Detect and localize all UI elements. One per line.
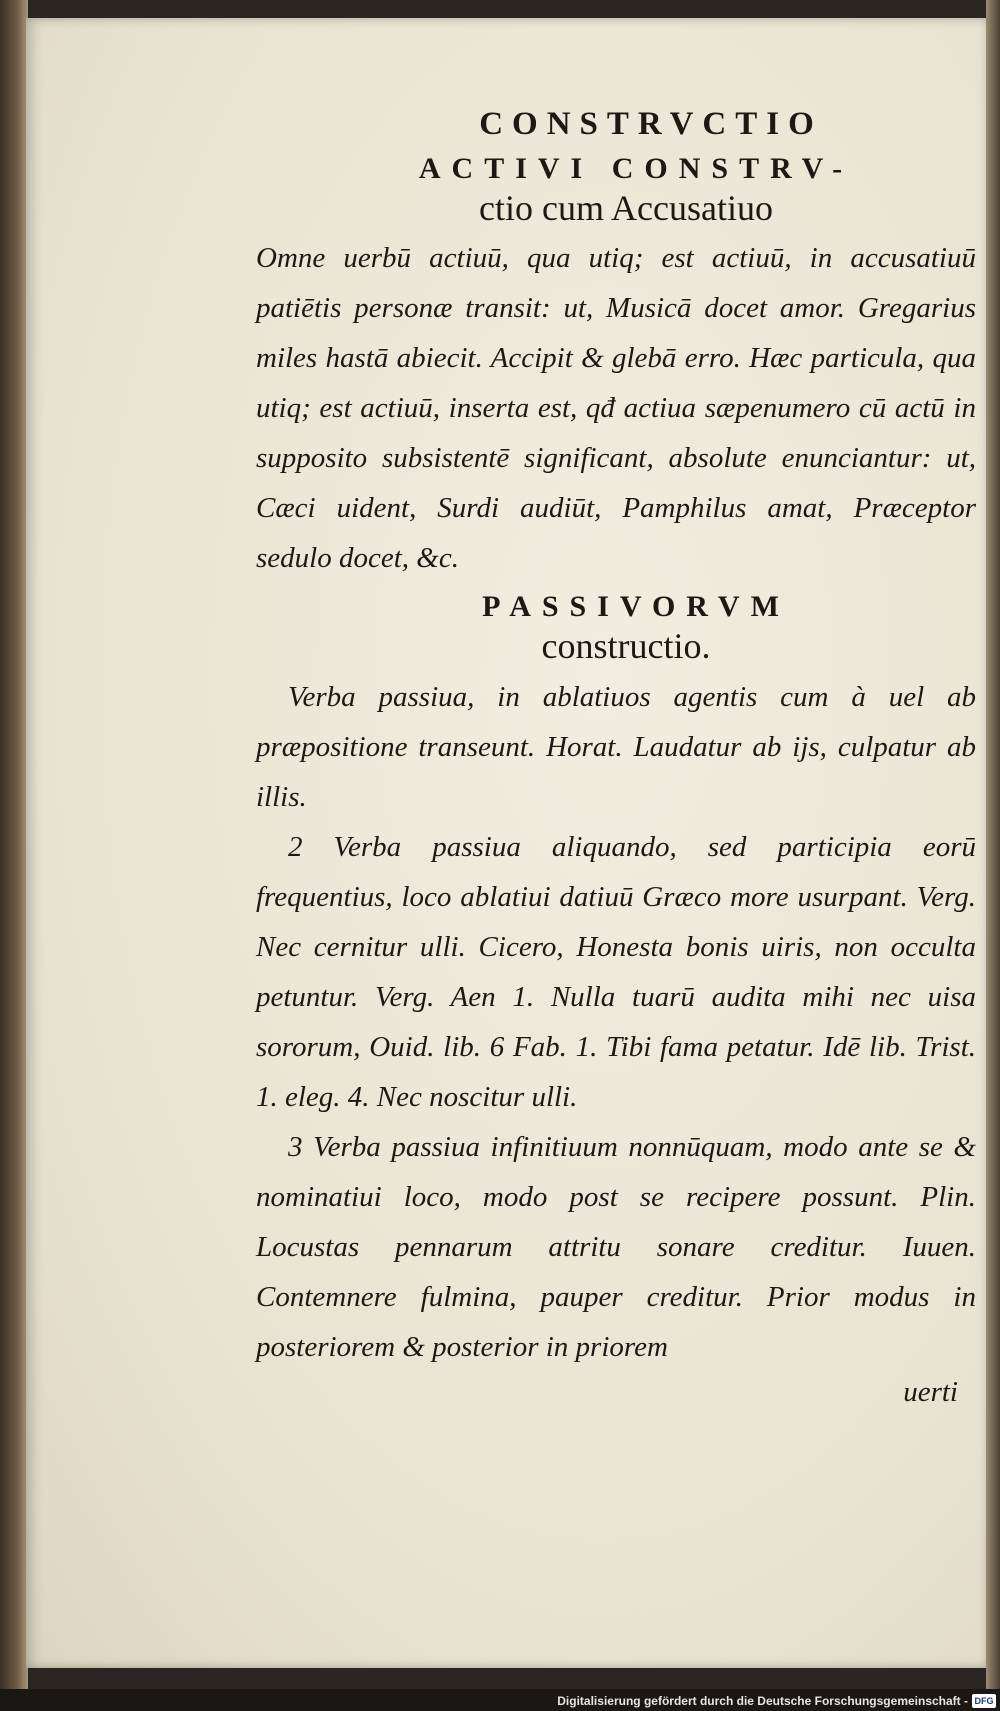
text-block [256,88,976,1409]
scan-right-edge [986,0,1000,1690]
footer-bar [0,1689,1000,1711]
section2-subheading: constructio. [541,626,711,667]
section2-paragraph-2: 2 Verba passiua aliquando, sed participia eorū frequentius, loco ablatiui datiuū Græco more usurpant. Verg. Nec cernitur ulli. Cicero, Honesta bonis uiris, non occulta petuntur. Verg. Aen 1. Nulla tuarū audita mihi nec uisa sororum, Ouid. lib. 6 Fab. 1. Tibi fama petatur. Idē lib. Trist. 1. eleg. 4. Nec noscitur ulli. [256,830,976,1113]
footer-credit: Digitalisierung gefördert durch die Deutsche Forschungsgemeinschaft - [557,1694,968,1708]
section1-subheading: ctio cum Accusatiuo [479,188,773,228]
scan-left-edge [0,0,28,1690]
section2-paragraph-1: Verba passiua, in ablatiuos agentis cum à uel ab præpositione transeunt. Horat. Laudatur ab ijs, culpatur ab illis. [256,680,976,813]
running-head: CONSTRVCTIO [479,106,823,142]
book-page [26,18,988,1668]
section2-heading: PASSIVORVM [482,590,790,624]
section1-heading: ACTIVI CONSTRV- [418,152,854,185]
catchword: uerti [903,1375,958,1408]
dfg-logo-icon: DFG [972,1694,996,1708]
section1-paragraph: Omne uerbū actiuū, qua utiq; est actiuū, in accusatiuū patiētis personæ transit: ut, Musicā docet amor. Gregarius miles hastā abiecit. Accipit & glebā erro. Hæc particula, qua utiq; est actiuū, inserta est, qđ actiua sæpenumero cū actū in supposito subsistentē significant, absolute enunciantur: ut, Cæci uident, Surdi audiūt, Pamphilus amat, Præceptor sedulo docet, &c. [256,242,976,575]
section2-paragraph-3: 3 Verba passiua infinitiuum nonnūquam, modo ante se & nominatiui loco, modo post se recipere possunt. Plin. Locustas pennarum attritu sonare creditur. Iuuen. Contemnere fulmina, pauper creditur. Prior modus in posteriorem & posterior in priorem [256,1130,976,1363]
